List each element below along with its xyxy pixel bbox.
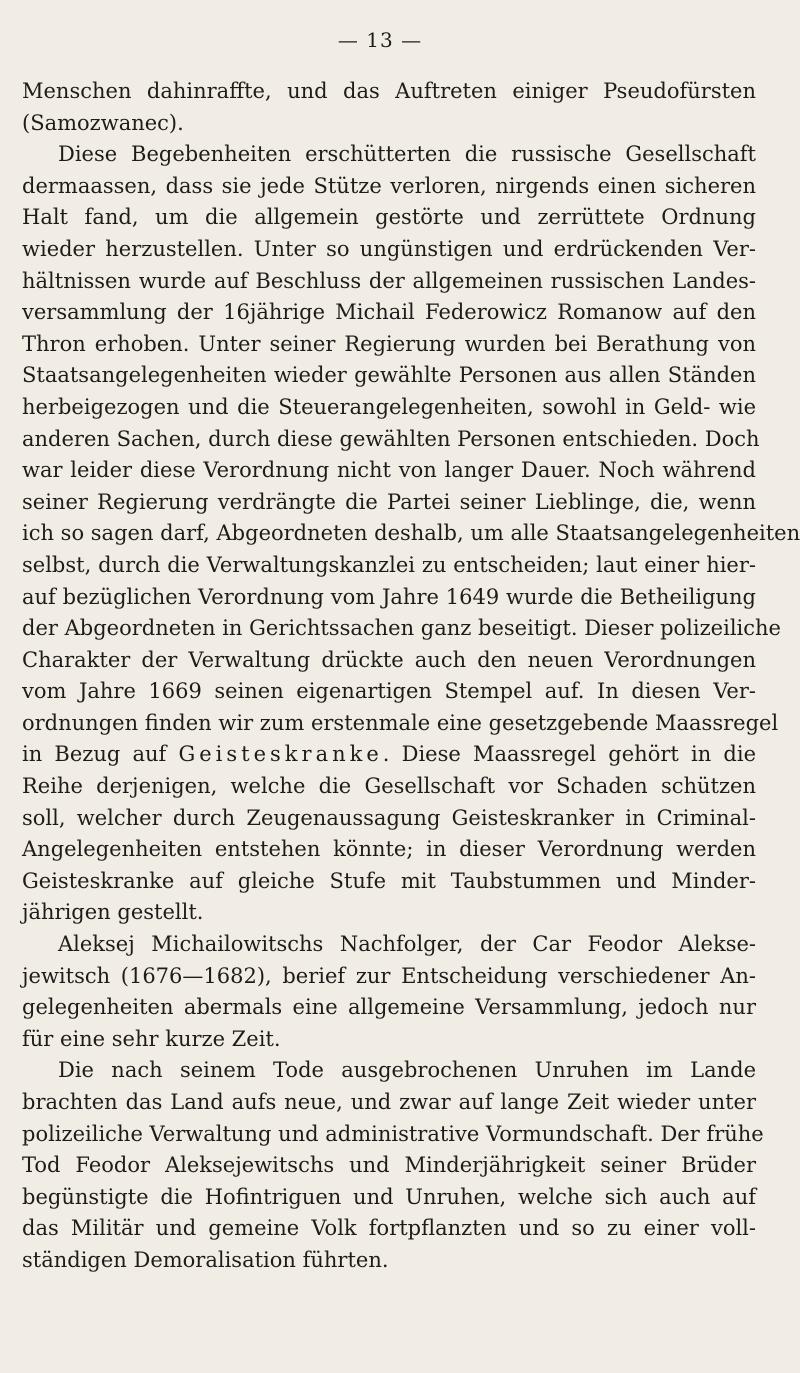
text-line: dermaassen, dass sie jede Stütze verloren, nirgends einen sicheren	[22, 173, 756, 198]
text-line: (Samozwanec).	[22, 110, 184, 135]
text-line: das Militär und gemeine Volk fortpflanzten und so zu einer voll-	[22, 1216, 756, 1241]
text-line: gelegenheiten abermals eine allgemeine Versammlung, jedoch nur	[22, 995, 756, 1020]
text-line: brachten das Land aufs neue, und zwar auf lange Zeit wieder unter	[22, 1090, 756, 1114]
text-line: polizeiliche Verwaltung und administrative Vormundschaft. Der frühe	[22, 1121, 764, 1146]
text-line: versammlung der 16jährige Michail Federowicz Romanow auf den	[22, 300, 756, 325]
text-line: hältnissen wurde auf Beschluss der allgemeinen russischen Landes-	[22, 268, 756, 293]
text-line: Angelegenheiten entstehen könnte; in dieser Verordnung werden	[22, 837, 756, 862]
text-line: seiner Regierung verdrängte die Partei seiner Lieblinge, die, wenn	[22, 489, 756, 514]
text-line: anderen Sachen, durch diese gewählten Personen entschieden. Doch	[22, 426, 760, 451]
text-line: wieder herzustellen. Unter so ungünstigen und erdrückenden Ver-	[22, 236, 756, 261]
body-text	[22, 76, 800, 1277]
text-line: für eine sehr kurze Zeit.	[22, 1026, 281, 1051]
text-line: herbeigezogen und die Steuerangelegenheiten, sowohl in Geld- wie	[22, 394, 756, 419]
text-line: vom Jahre 1669 seinen eigenartigen Stempel auf. In diesen Ver-	[22, 679, 756, 704]
text-line: Tod Feodor Aleksejewitschs und Minderjährigkeit seiner Brüder	[22, 1153, 756, 1178]
text-line: begünstigte die Hofintriguen und Unruhen, welche sich auch auf	[22, 1184, 756, 1209]
text-line: soll, welcher durch Zeugenaussagung Geisteskranker in Criminal-	[22, 805, 756, 830]
text-line: jährigen gestellt.	[22, 900, 204, 925]
text-line: Geisteskranke auf gleiche Stufe mit Taubstummen und Minder-	[22, 868, 756, 893]
text-line: ich so sagen darf, Abgeordneten deshalb, um alle Staatsangelegenheiten	[22, 521, 800, 546]
text-line: Thron erhoben. Unter seiner Regierung wurden bei Berathung von	[22, 331, 756, 356]
text-line: auf bezüglichen Verordnung vom Jahre 1649 wurde die Betheiligung	[22, 584, 756, 609]
text-line: ständigen Demoralisation führten.	[22, 1247, 389, 1272]
text-line: Menschen dahinraffte, und das Auftreten einiger Pseudofürsten	[22, 79, 756, 103]
text-line	[22, 739, 756, 771]
text-line: Diese Begebenheiten erschütterten die russische Gesellschaft	[58, 142, 756, 167]
text-line: Die nach seinem Tode ausgebrochenen Unruhen im Lande	[58, 1058, 756, 1083]
text-line: Aleksej Michailowitschs Nachfolger, der Car Feodor Alekse-	[58, 932, 756, 957]
text-line: Staatsangelegenheiten wieder gewählte Personen aus allen Ständen	[22, 363, 756, 388]
text-line: selbst, durch die Verwaltungskanzlei zu entscheiden; laut einer hier-	[22, 552, 756, 577]
text-line: war leider diese Verordnung nicht von langer Dauer. Noch während	[22, 458, 756, 483]
text-line: Charakter der Verwaltung drückte auch den neuen Verordnungen	[22, 647, 756, 672]
text-line: Reihe derjenigen, welche die Gesellschaft vor Schaden schützen	[22, 774, 756, 799]
page-number: — 13 —	[337, 28, 423, 52]
text-line-segment: in Bezug auf	[22, 742, 179, 767]
text-line: der Abgeordneten in Gerichtssachen ganz beseitigt. Dieser polizeiliche	[22, 616, 781, 641]
text-line-segment: . Diese Maassregel gehört in die	[382, 742, 756, 767]
emphasized-term: Geisteskranke	[178, 742, 383, 767]
text-line: ordnungen finden wir zum erstenmale eine gesetzgebende Maassregel	[22, 710, 779, 735]
text-line: Halt fand, um die allgemein gestörte und zerrüttete Ordnung	[22, 205, 756, 230]
text-line: jewitsch (1676—1682), berief zur Entscheidung verschiedener An-	[22, 963, 756, 988]
